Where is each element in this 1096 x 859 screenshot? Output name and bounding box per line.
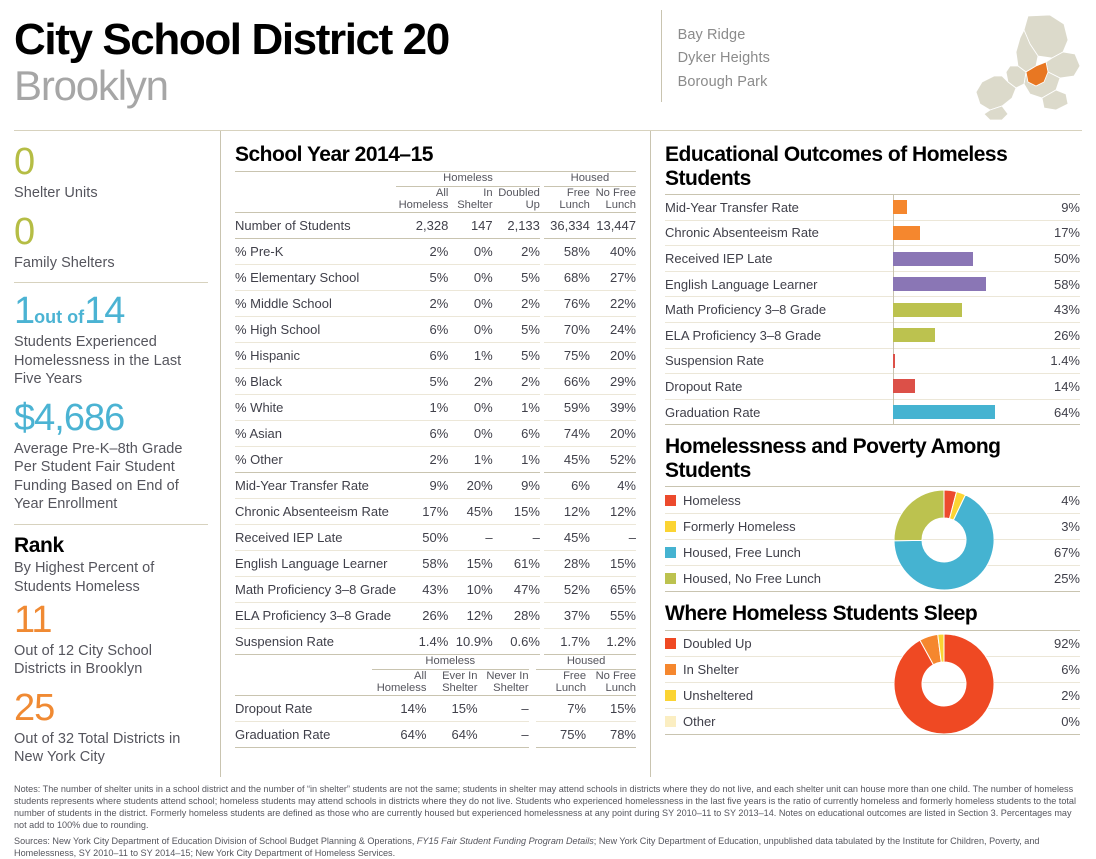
table-cell: 45% [448, 498, 492, 524]
legend-swatch-icon [665, 690, 676, 701]
table-cell: 64% [426, 721, 477, 747]
legend-row [665, 709, 1080, 735]
table-row [235, 316, 636, 342]
table-row [235, 238, 636, 264]
funding-label: Average Pre-K–8th Grade Per Student Fair Student Funding Based on End of Year Enrollment [14, 440, 183, 513]
table-row [235, 394, 636, 420]
table-cell: 26% [396, 602, 448, 628]
table-cell: 74% [544, 420, 590, 446]
legend-label: Doubled Up [683, 635, 752, 651]
table-cell: 1.2% [590, 628, 636, 654]
blank-cell [235, 171, 396, 186]
bar-label: Mid-Year Transfer Rate [665, 199, 799, 215]
row-label: % High School [235, 316, 396, 342]
bar-fill [893, 277, 986, 291]
table-cell: 15% [590, 550, 636, 576]
bar-label: Graduation Rate [665, 404, 761, 420]
school-year-table [235, 171, 636, 655]
table-cell: 28% [544, 550, 590, 576]
table-cell: 78% [586, 721, 636, 747]
legend-label: In Shelter [683, 661, 739, 677]
col-doubled-up: Doubled Up [498, 186, 540, 212]
rank-subtitle: By Highest Percent of Students Homeless [14, 559, 155, 595]
row-label: % Middle School [235, 290, 396, 316]
table-cell: 0% [448, 238, 492, 264]
bar-chart-row [665, 195, 1080, 221]
sources-post: ; New York City Department of Education, unpublished data tabulated by the Institute for Children, Poverty, and Homelessness, SY 2010–11 to SY 2014–15; New York City Department of Homeless Services. [14, 836, 1040, 859]
col-free-lunch-2: Free Lunch [555, 669, 587, 695]
legend-label: Other [683, 714, 716, 730]
table-cell: 12% [590, 498, 636, 524]
grad-column-header-row [235, 669, 636, 695]
table-cell: 9% [493, 472, 540, 498]
table-cell: 10.9% [448, 628, 492, 654]
table-cell: – [478, 721, 529, 747]
blank-cell [235, 655, 372, 670]
table-cell: 15% [448, 550, 492, 576]
table-cell: 68% [544, 264, 590, 290]
bar-chart-row [665, 272, 1080, 298]
table-cell: 1% [448, 342, 492, 368]
sources-italic: FY15 Fair Student Funding Program Details [416, 836, 594, 847]
table-cell: 12% [448, 602, 492, 628]
bar-chart-row [665, 349, 1080, 375]
table-cell: 6% [396, 420, 448, 446]
table-cell: 58% [544, 238, 590, 264]
neighborhood-item: Borough Park [677, 73, 768, 90]
legend-swatch-icon [665, 495, 676, 506]
group-label-homeless-2: Homeless [372, 655, 529, 670]
rank-brooklyn-value: 11 [14, 598, 52, 641]
row-label: % Black [235, 368, 396, 394]
row-label: English Language Learner [235, 550, 396, 576]
homelessness-poverty-title: Homelessness and Poverty Among Students [665, 435, 1001, 482]
table-cell: 12% [544, 498, 590, 524]
table-cell: 1% [493, 446, 540, 472]
rank-nyc-value: 25 [14, 686, 55, 729]
rank-nyc-label: Out of 32 Total Districts in New York City [14, 730, 181, 766]
page-header [0, 0, 1096, 131]
bar-chart-row [665, 246, 1080, 272]
legend-row [665, 657, 1080, 683]
table-cell: 7% [536, 695, 586, 721]
bar-fill [893, 252, 973, 266]
table-cell: 2,133 [493, 212, 540, 238]
table-cell: 0% [448, 394, 492, 420]
table-cell: 15% [586, 695, 636, 721]
row-label: Graduation Rate [235, 721, 372, 747]
gap-cell [529, 655, 537, 670]
row-label: Dropout Rate [235, 695, 372, 721]
sources-paragraph [14, 835, 1082, 859]
bar-value: 17% [1053, 225, 1080, 241]
bar-chart-row [665, 400, 1080, 426]
table-cell: 64% [372, 721, 427, 747]
table-cell: 66% [544, 368, 590, 394]
table-cell: 6% [396, 316, 448, 342]
col-free-lunch: Free Lunch [559, 186, 590, 212]
bar-chart-row [665, 374, 1080, 400]
table-cell: 0% [448, 264, 492, 290]
table-cell: 1% [396, 394, 448, 420]
neighborhood-item: Dyker Heights [677, 50, 770, 67]
row-label: % Hispanic [235, 342, 396, 368]
bar-fill [893, 226, 920, 240]
legend-row [665, 683, 1080, 709]
legend-row [665, 487, 1080, 513]
table-cell: 52% [590, 446, 636, 472]
bar-chart-row [665, 323, 1080, 349]
bar-label: English Language Learner [665, 276, 818, 292]
table-cell: 29% [590, 368, 636, 394]
bar-value: 1.4% [1050, 353, 1080, 369]
table-cell: 43% [396, 576, 448, 602]
col-no-free-lunch-2: No Free Lunch [595, 669, 636, 695]
table-cell: 5% [493, 342, 540, 368]
table-cell: 2% [396, 238, 448, 264]
table-head-grad [235, 655, 636, 696]
row-label: Mid-Year Transfer Rate [235, 472, 396, 498]
legend-value: 25% [1053, 571, 1080, 587]
neighborhood-list [661, 10, 930, 102]
table-cell: 50% [396, 524, 448, 550]
legend-value: 67% [1053, 544, 1080, 560]
ratio-numerator: 1 [14, 290, 35, 333]
table-cell: 24% [590, 316, 636, 342]
legend-value: 4% [1061, 492, 1080, 508]
row-label: % White [235, 394, 396, 420]
table-cell: 9% [396, 472, 448, 498]
stats-sidebar [14, 131, 220, 777]
table-cell: 6% [396, 342, 448, 368]
table-cell: 0.6% [493, 628, 540, 654]
table-row [235, 721, 636, 747]
table-cell: 20% [448, 472, 492, 498]
stat-rank-brooklyn [14, 598, 208, 679]
bar-fill [893, 379, 915, 393]
bar-track [893, 272, 1036, 297]
group-label-housed-2: Housed [536, 655, 636, 670]
table-group-header-row [235, 171, 636, 186]
bar-track [893, 297, 1036, 322]
table-row [235, 602, 636, 628]
gap-cell [529, 695, 537, 721]
bar-fill [893, 405, 995, 419]
table-row [235, 498, 636, 524]
bar-value: 26% [1053, 327, 1080, 343]
legend-swatch-icon [665, 573, 676, 584]
col-never-in-shelter: Never In Shelter [486, 669, 529, 695]
table-cell: 20% [590, 420, 636, 446]
table-cell: – [493, 524, 540, 550]
table-cell: – [590, 524, 636, 550]
bar-track [893, 400, 1036, 425]
educational-outcomes-title: Educational Outcomes of Homeless Students [665, 143, 1008, 190]
where-sleep-section [665, 602, 1080, 735]
table-head-main [235, 171, 636, 212]
group-label-housed: Housed [544, 171, 636, 186]
charts-column [650, 131, 1080, 777]
bar-value: 58% [1053, 276, 1080, 292]
table-cell: 61% [493, 550, 540, 576]
legend-row [665, 514, 1080, 540]
main-columns [0, 131, 1096, 777]
bar-fill [893, 200, 907, 214]
bar-label: Suspension Rate [665, 353, 765, 369]
sidebar-divider [14, 282, 208, 283]
col-in-shelter: In Shelter [457, 186, 493, 212]
bar-value: 64% [1053, 404, 1080, 420]
table-cell: 2,328 [396, 212, 448, 238]
table-cell: 5% [493, 264, 540, 290]
where-sleep-legend [665, 630, 1080, 736]
table-cell: – [478, 695, 529, 721]
table-cell: 39% [590, 394, 636, 420]
borough-subtitle: Brooklyn [14, 62, 168, 109]
table-cell: 6% [493, 420, 540, 446]
table-cell: 76% [544, 290, 590, 316]
table-row [235, 368, 636, 394]
table-cell: 22% [590, 290, 636, 316]
bar-track [893, 374, 1036, 399]
legend-row [665, 566, 1080, 592]
table-row [235, 524, 636, 550]
school-year-table-section [220, 131, 650, 777]
table-row [235, 472, 636, 498]
table-cell: 1.7% [544, 628, 590, 654]
table-cell: 58% [396, 550, 448, 576]
bar-value: 14% [1053, 378, 1080, 394]
table-cell: 15% [426, 695, 477, 721]
legend-row [665, 540, 1080, 566]
bar-value: 50% [1053, 251, 1080, 267]
table-cell: 0% [448, 290, 492, 316]
blank-cell [235, 186, 396, 212]
bar-label: ELA Proficiency 3–8 Grade [665, 327, 822, 343]
table-row [235, 290, 636, 316]
notes-paragraph: Notes: The number of shelter units in a school district and the number of “in shelter” students are not the same; students in shelter may attend schools in districts where they do not live, and each shelter unit can house more than one child. The number of homeless students represents where students attend school; homeless students may attend schools in districts where they do not live. Students who experienced homelessness in the last five years is the ratio of currently homeless and formerly homeless students to the total number of students in the district. Formerly homeless students are defined as those who are currently housed but experienced homelessness at any point during SY 2010–11 to SY 2013–14. Notes on educational outcomes are listed in Section 3. Percentages may not add to 100% due to rounding. [14, 783, 1076, 831]
sources-pre: Sources: New York City Department of Education Division of School Budget Planning & Operations, [14, 836, 417, 847]
table-cell: 28% [493, 602, 540, 628]
table-cell: 17% [396, 498, 448, 524]
col-all-homeless: All Homeless [398, 186, 449, 212]
col-all-homeless-2: All Homeless [376, 669, 427, 695]
footnotes [0, 777, 1096, 859]
bar-label: Dropout Rate [665, 378, 743, 394]
table-cell: 147 [448, 212, 492, 238]
legend-swatch-icon [665, 521, 676, 532]
table-cell: 27% [590, 264, 636, 290]
bar-chart-row [665, 221, 1080, 247]
row-label: Math Proficiency 3–8 Grade [235, 576, 396, 602]
table-cell: – [448, 524, 492, 550]
gap-cell [529, 721, 537, 747]
row-label: % Other [235, 446, 396, 472]
legend-label: Housed, No Free Lunch [683, 571, 822, 587]
page-title: City School District 20 [14, 15, 449, 64]
legend-swatch-icon [665, 716, 676, 727]
table-row [235, 446, 636, 472]
table-cell: 40% [590, 238, 636, 264]
legend-value: 92% [1053, 635, 1080, 651]
row-label: Received IEP Late [235, 524, 396, 550]
header-divider [14, 130, 1082, 131]
table-row [235, 342, 636, 368]
rank-section [14, 534, 208, 767]
bar-track [893, 349, 1036, 374]
grad-group-header-row [235, 655, 636, 670]
table-cell: 6% [544, 472, 590, 498]
table-cell: 5% [396, 368, 448, 394]
legend-value: 6% [1061, 661, 1080, 677]
table-row [235, 628, 636, 654]
table-cell: 1% [448, 446, 492, 472]
table-cell: 59% [544, 394, 590, 420]
rank-heading: Rank [14, 533, 64, 557]
table-cell: 55% [590, 602, 636, 628]
bar-chart-row [665, 297, 1080, 323]
table-row [235, 420, 636, 446]
table-cell: 37% [544, 602, 590, 628]
row-label: Number of Students [235, 212, 396, 238]
stat-funding [14, 396, 208, 514]
col-no-free-lunch: No Free Lunch [595, 186, 636, 212]
legend-label: Formerly Homeless [683, 518, 796, 534]
nyc-map-icon [932, 14, 1082, 129]
where-sleep-title: Where Homeless Students Sleep [665, 602, 978, 626]
bar-value: 9% [1061, 199, 1080, 215]
table-cell: 15% [493, 498, 540, 524]
legend-row [665, 631, 1080, 657]
table-cell: 20% [590, 342, 636, 368]
shelter-units-value: 0 [14, 141, 35, 183]
table-body-main [235, 212, 636, 654]
ratio-connector: out of [34, 307, 85, 328]
table-cell: 2% [493, 368, 540, 394]
table-cell: 1.4% [396, 628, 448, 654]
ratio-denominator: 14 [84, 290, 125, 333]
table-cell: 5% [493, 316, 540, 342]
table-cell: 2% [493, 238, 540, 264]
table-cell: 45% [544, 524, 590, 550]
table-row [235, 695, 636, 721]
legend-label: Housed, Free Lunch [683, 544, 801, 560]
bar-value: 43% [1053, 302, 1080, 318]
bar-label: Chronic Absenteeism Rate [665, 225, 819, 241]
legend-value: 3% [1061, 518, 1080, 534]
bar-fill [893, 354, 895, 368]
bar-fill [893, 328, 935, 342]
legend-label: Homeless [683, 492, 741, 508]
homelessness-poverty-section [665, 435, 1080, 592]
table-cell: 2% [396, 290, 448, 316]
row-label: % Asian [235, 420, 396, 446]
row-label: ELA Proficiency 3–8 Grade [235, 602, 396, 628]
table-cell: 36,334 [544, 212, 590, 238]
table-column-header-row [235, 186, 636, 212]
table-title: School Year 2014–15 [235, 143, 433, 166]
row-label: % Elementary School [235, 264, 396, 290]
col-ever-in-shelter: Ever In Shelter [442, 669, 478, 695]
bar-label: Math Proficiency 3–8 Grade [665, 302, 827, 318]
neighborhood-item: Bay Ridge [677, 27, 746, 43]
group-label-homeless: Homeless [396, 171, 540, 186]
row-label: Suspension Rate [235, 628, 396, 654]
table-cell: 52% [544, 576, 590, 602]
blank-cell [235, 669, 372, 695]
family-shelters-value: 0 [14, 210, 35, 253]
row-label: Chronic Absenteeism Rate [235, 498, 396, 524]
table-cell: 2% [448, 368, 492, 394]
legend-value: 2% [1061, 688, 1080, 704]
legend-label: Unsheltered [683, 688, 754, 704]
ratio-label: Students Experienced Homelessness in the Last Five Years [14, 334, 182, 388]
legend-swatch-icon [665, 638, 676, 649]
stat-homelessness-ratio [14, 292, 208, 389]
table-cell: 2% [396, 446, 448, 472]
bar-track [893, 246, 1036, 271]
graduation-table [235, 655, 636, 748]
table-cell: 70% [544, 316, 590, 342]
table-cell: 0% [448, 316, 492, 342]
ratio-value [14, 290, 208, 333]
table-row [235, 576, 636, 602]
table-cell: 47% [493, 576, 540, 602]
table-cell: 10% [448, 576, 492, 602]
table-cell: 4% [590, 472, 636, 498]
table-cell: 75% [536, 721, 586, 747]
stat-rank-nyc [14, 686, 208, 767]
stat-shelter-units [14, 143, 208, 203]
table-cell: 75% [544, 342, 590, 368]
bar-fill [893, 303, 962, 317]
legend-swatch-icon [665, 664, 676, 675]
legend-swatch-icon [665, 547, 676, 558]
table-cell: 13,447 [590, 212, 636, 238]
table-cell: 65% [590, 576, 636, 602]
homelessness-poverty-legend [665, 486, 1080, 592]
table-cell: 14% [372, 695, 427, 721]
shelter-units-label: Shelter Units [14, 185, 98, 201]
table-cell: 1% [493, 394, 540, 420]
table-body-grad [235, 695, 636, 747]
bar-track [893, 221, 1036, 246]
table-row [235, 212, 636, 238]
bar-track [893, 195, 1036, 220]
table-row [235, 550, 636, 576]
table-row [235, 264, 636, 290]
family-shelters-label: Family Shelters [14, 254, 115, 271]
row-label: % Pre-K [235, 238, 396, 264]
table-cell: 0% [448, 420, 492, 446]
table-cell: 2% [493, 290, 540, 316]
bar-label: Received IEP Late [665, 251, 773, 267]
table-cell: 5% [396, 264, 448, 290]
title-block [14, 10, 661, 108]
stat-family-shelters [14, 210, 208, 273]
legend-value: 0% [1061, 714, 1080, 730]
gap-cell [529, 669, 537, 695]
educational-outcomes-bar-chart [665, 194, 1080, 425]
rank-brooklyn-label: Out of 12 City School Districts in Brooklyn [14, 642, 153, 678]
bar-track [893, 323, 1036, 348]
funding-value: $4,686 [14, 396, 125, 439]
sidebar-divider-2 [14, 524, 208, 525]
table-cell: 45% [544, 446, 590, 472]
